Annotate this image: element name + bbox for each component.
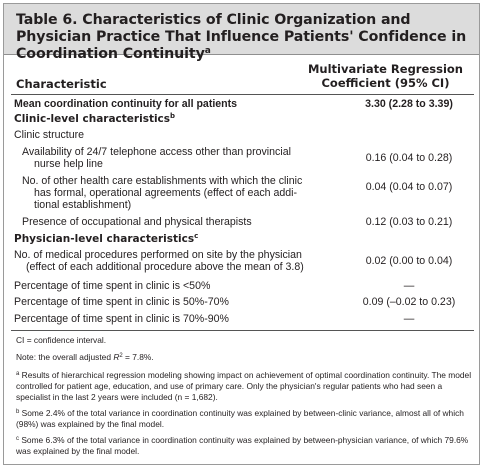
row-time-70-90-value: — [403, 313, 415, 325]
row-time-under-50-value: — [403, 280, 415, 292]
row-time-70-90-label: Percentage of time spent in clinic is 70%-90% [14, 313, 229, 325]
clinic-level-heading: Clinic-level characteristics$^b$ [14, 112, 176, 125]
row-availability-value: 0.16 (0.04 to 0.28) [365, 152, 453, 164]
row-procedures-label-2: (effect of each additional procedure above the mean of 3.8) [26, 261, 304, 273]
clinic-structure-label: Clinic structure [14, 129, 85, 141]
footnote-a: $^a$ Results of hierarchical regression modeling showing impact on achievement of optimal coordination continuity. The model controlled for patient age, education, and use of primary care. Only the physician's regular patients who had seen a specialist in the last 2 years were included (n = 1,682). [16, 370, 472, 402]
column-header-coefficient-line2: Coefficient (95% CI) [321, 76, 450, 90]
physician-level-heading: Physician-level characteristics$^c$ [14, 232, 199, 245]
table-frame [3, 3, 480, 465]
column-header-characteristic: Characteristic [16, 77, 107, 91]
column-header-coefficient-line1: Multivariate Regression [307, 62, 463, 76]
row-time-50-70-value: 0.09 (–0.02 to 0.23) [362, 296, 456, 308]
row-establishments-label-3: tional establishment) [34, 199, 132, 211]
row-mean-value: 3.30 (2.28 to 3.39) [365, 98, 453, 110]
body-rule [11, 330, 474, 331]
header-rule [11, 94, 474, 95]
row-availability-label-2: nurse help line [34, 158, 103, 170]
row-procedures-label-1: No. of medical procedures performed on site by the physician [14, 249, 302, 261]
footnote-b: $^b$ Some 2.4% of the total variance in coordination continuity was explained by between-clinic variance, almost all of which (98%) was explained by the final model. [16, 408, 464, 429]
row-availability [22, 146, 474, 172]
row-establishments [22, 175, 474, 213]
row-time-50-70-label: Percentage of time spent in clinic is 50%-70% [14, 296, 229, 308]
column-header-coefficient [308, 62, 463, 90]
note-ci: CI = confidence interval. [16, 335, 107, 345]
row-procedures [14, 249, 474, 275]
row-availability-label-1: Availability of 24/7 telephone access other than provincial [22, 146, 291, 158]
row-therapists-value: 0.12 (0.03 to 0.21) [365, 216, 453, 228]
title-footnote-marker: a [204, 46, 211, 56]
row-establishments-label-1: No. of other health care establishments with which the clinic [22, 175, 303, 187]
row-therapists-label: Presence of occupational and physical therapists [22, 216, 252, 228]
row-establishments-value: 0.04 (0.04 to 0.07) [365, 181, 453, 193]
row-procedures-value: 0.02 (0.00 to 0.04) [365, 255, 453, 267]
row-time-under-50-label: Percentage of time spent in clinic is <50% [14, 280, 211, 292]
title-band [4, 4, 479, 62]
note-overall: Note: the overall adjusted $R^2 = 7.8\%$. [16, 352, 154, 362]
footnote-c: $^c$ Some 6.3% of the total variance in coordination continuity was explained by between-physician variance, of which 79.6% was explained by the final model. [16, 435, 469, 456]
row-establishments-label-2: has formal, operational agreements (effect of each addi- [34, 187, 298, 199]
table-title: Table 6. Characteristics of Clinic Organization and Physician Practice That Influence Patients' Confidence in Coordination Continuity$^a$ [16, 12, 467, 62]
row-mean-label: Mean coordination continuity for all patients [14, 98, 238, 110]
